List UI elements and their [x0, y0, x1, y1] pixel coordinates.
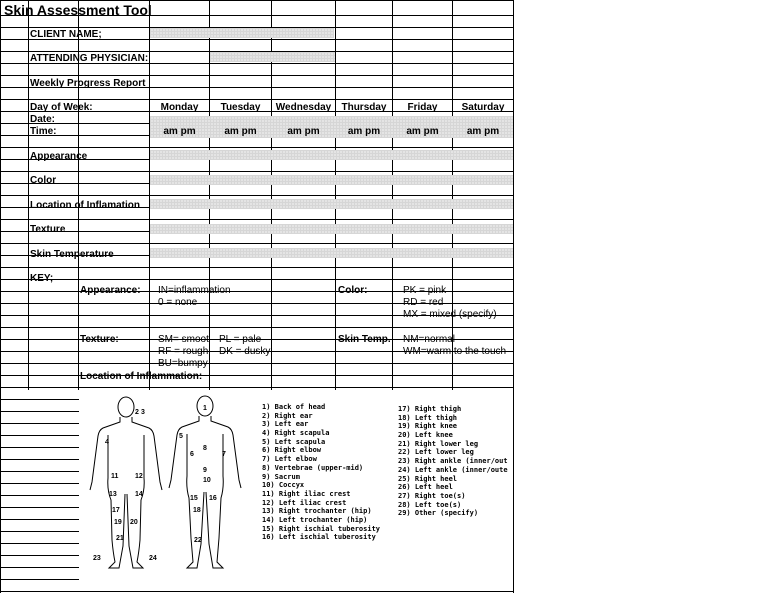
day-wednesday: Wednesday: [275, 102, 332, 113]
key-texture-item: PL = pale: [219, 334, 262, 345]
body-number: 1: [203, 405, 207, 412]
shaded-input-band[interactable]: [150, 224, 513, 234]
body-number: 2: [135, 409, 139, 416]
row-texture: Texture: [30, 224, 66, 235]
legend-item: 29) Other (specify): [398, 509, 479, 518]
grid-line: [0, 327, 513, 328]
grid-line: [0, 147, 513, 148]
legend-item: 27) Right toe(s): [398, 491, 466, 500]
client-name-label: CLIENT NAME;: [30, 29, 102, 40]
body-number: 18: [193, 507, 201, 514]
ampm-monday: am pm: [163, 126, 196, 137]
legend-item: 8) Vertebrae (upper-mid): [262, 463, 364, 472]
legend-item: 24) Left ankle (inner/oute: [398, 465, 508, 474]
legend-item: 22) Left lower leg: [398, 448, 474, 457]
grid-line: [0, 195, 513, 196]
grid-line: [0, 375, 513, 376]
day-tuesday: Tuesday: [220, 102, 261, 113]
legend-item: 12) Left iliac crest: [262, 498, 347, 507]
day-friday: Friday: [407, 102, 438, 113]
date-label: Date:: [30, 114, 56, 125]
shaded-input-band[interactable]: [150, 28, 334, 38]
grid-line: [0, 99, 513, 100]
body-number: 22: [194, 537, 202, 544]
grid-column-line: [513, 0, 514, 593]
legend-item: 20) Left knee: [398, 431, 453, 440]
legend-item: 9) Sacrum: [262, 472, 300, 481]
grid-line: [0, 75, 513, 76]
shaded-input-band[interactable]: [150, 199, 513, 209]
ampm-saturday: am pm: [466, 126, 500, 137]
body-number: 11: [111, 473, 119, 480]
legend-item: 19) Right knee: [398, 422, 458, 431]
grid-line: [0, 267, 513, 268]
legend-item: 11) Right iliac crest: [262, 489, 351, 498]
body-number: 5: [179, 433, 183, 440]
ampm-wednesday: am pm: [287, 126, 320, 137]
legend-item: 7) Left elbow: [262, 455, 317, 464]
legend-right: [398, 405, 508, 518]
body-number: 21: [116, 535, 124, 542]
day-of-week-label: Day of Week:: [30, 102, 93, 113]
row-color: Color: [30, 175, 57, 186]
key-color-label: Color:: [338, 285, 368, 296]
body-number: 15: [190, 495, 198, 502]
ampm-friday: am pm: [406, 126, 439, 137]
grid-line: [0, 387, 513, 388]
body-number: 12: [135, 473, 143, 480]
grid-column-line: [335, 0, 336, 390]
key-skin-temp-item: WM=warm to the touch: [403, 346, 507, 357]
body-number: 7: [222, 451, 226, 458]
legend-item: 25) Right heel: [398, 474, 458, 483]
key-texture-item: DK = dusky: [219, 346, 271, 357]
row-location: Location of Inflamation: [30, 200, 140, 211]
key-color-item: PK = pink: [403, 285, 447, 296]
front-legs-outline: [108, 435, 144, 568]
body-number: 9: [203, 467, 207, 474]
grid-column-line: [0, 0, 1, 593]
grid-line: [0, 279, 513, 280]
grid-column-line: [452, 0, 453, 390]
legend-item: 21) Right lower leg: [398, 439, 479, 448]
day-monday: Monday: [160, 102, 199, 113]
grid-line: [0, 591, 513, 592]
time-label: Time:: [30, 126, 57, 137]
legend-item: 14) Left trochanter (hip): [262, 515, 368, 524]
key-location-label: Location of Inflammation:: [80, 371, 203, 382]
legend-item: 5) Left scapula: [262, 437, 326, 446]
legend-item: 6) Right elbow: [262, 446, 322, 455]
body-number: 20: [130, 519, 138, 526]
key-texture-item: SM= smoot: [158, 334, 209, 345]
body-number: 16: [209, 495, 217, 502]
key-color-item: MX = mixed (specify): [403, 309, 497, 320]
legend-item: 26) Left heel: [398, 483, 453, 492]
legend-item: 3) Left ear: [262, 420, 309, 429]
body-number: 3: [141, 409, 145, 416]
body-number: 4: [105, 439, 109, 446]
legend-item: 16) Left ischial tuberosity: [262, 533, 376, 542]
body-number: 8: [203, 445, 207, 452]
legend-item: 2) Right ear: [262, 411, 313, 420]
grid-line: [0, 363, 513, 364]
legend-item: 4) Right scapula: [262, 429, 330, 438]
ampm-tuesday: am pm: [224, 126, 257, 137]
shaded-input-band[interactable]: [210, 52, 335, 62]
key-label: KEY;: [30, 273, 54, 284]
grid-column-line: [392, 0, 393, 390]
legend-item: 13) Right trochanter (hip): [262, 507, 372, 516]
body-number: 13: [109, 491, 117, 498]
key-texture-item: BU=bumpy: [158, 358, 208, 369]
key-appearance-label: Appearance:: [80, 285, 141, 296]
key-skin-temp-label: Skin Temp.: [338, 334, 391, 345]
body-number: 6: [190, 451, 194, 458]
physician-label: ATTENDING PHYSICIAN:: [30, 53, 149, 64]
legend-item: 1) Back of head: [262, 403, 326, 411]
legend-item: 28) Left toe(s): [398, 500, 462, 509]
key-texture-label: Texture:: [80, 334, 119, 345]
grid-column-line: [28, 0, 29, 390]
legend-item: 18) Left thigh: [398, 413, 458, 422]
body-number: 24: [149, 555, 157, 562]
page-title: Skin Assessment Tool: [4, 2, 152, 18]
body-diagram: [79, 390, 269, 590]
shaded-input-band[interactable]: [150, 248, 513, 258]
key-texture-item: RF = rough: [158, 346, 209, 357]
legend-item: 15) Right ischial tuberosity: [262, 524, 381, 533]
key-appearance-item: IN=inflammation: [158, 285, 231, 296]
grid-line: [0, 219, 513, 220]
legend-left: [262, 403, 380, 542]
body-number: 10: [203, 477, 211, 484]
ampm-thursday: am pm: [347, 126, 381, 137]
shaded-input-band[interactable]: [150, 150, 513, 160]
key-skin-temp-item: NM=normal: [403, 334, 455, 345]
legend-item: 17) Right thigh: [398, 405, 462, 413]
grid-line: [0, 243, 513, 244]
body-number: 17: [112, 507, 120, 514]
day-thursday: Thursday: [341, 102, 387, 113]
grid-column-line: [149, 0, 150, 390]
front-arms-outline: [90, 417, 162, 490]
legend-item: 10) Coccyx: [262, 481, 305, 490]
body-number: 23: [93, 555, 101, 562]
shaded-input-band[interactable]: [150, 175, 513, 185]
row-skin-temperature: Skin Temperature: [30, 249, 114, 260]
body-number: 14: [135, 491, 143, 498]
grid-line: [0, 0, 513, 1]
front-head-outline: [118, 397, 134, 417]
key-appearance-item: 0 = none: [158, 297, 198, 308]
grid-line: [0, 171, 513, 172]
row-appearance: Appearance: [30, 151, 88, 162]
weekly-report-label: Weekly Progress Report: [30, 78, 146, 89]
key-color-item: RD = red: [403, 297, 444, 308]
body-number: 19: [114, 519, 122, 526]
day-saturday: Saturday: [461, 102, 505, 113]
legend-item: 23) Right ankle (inner/out: [398, 457, 508, 466]
